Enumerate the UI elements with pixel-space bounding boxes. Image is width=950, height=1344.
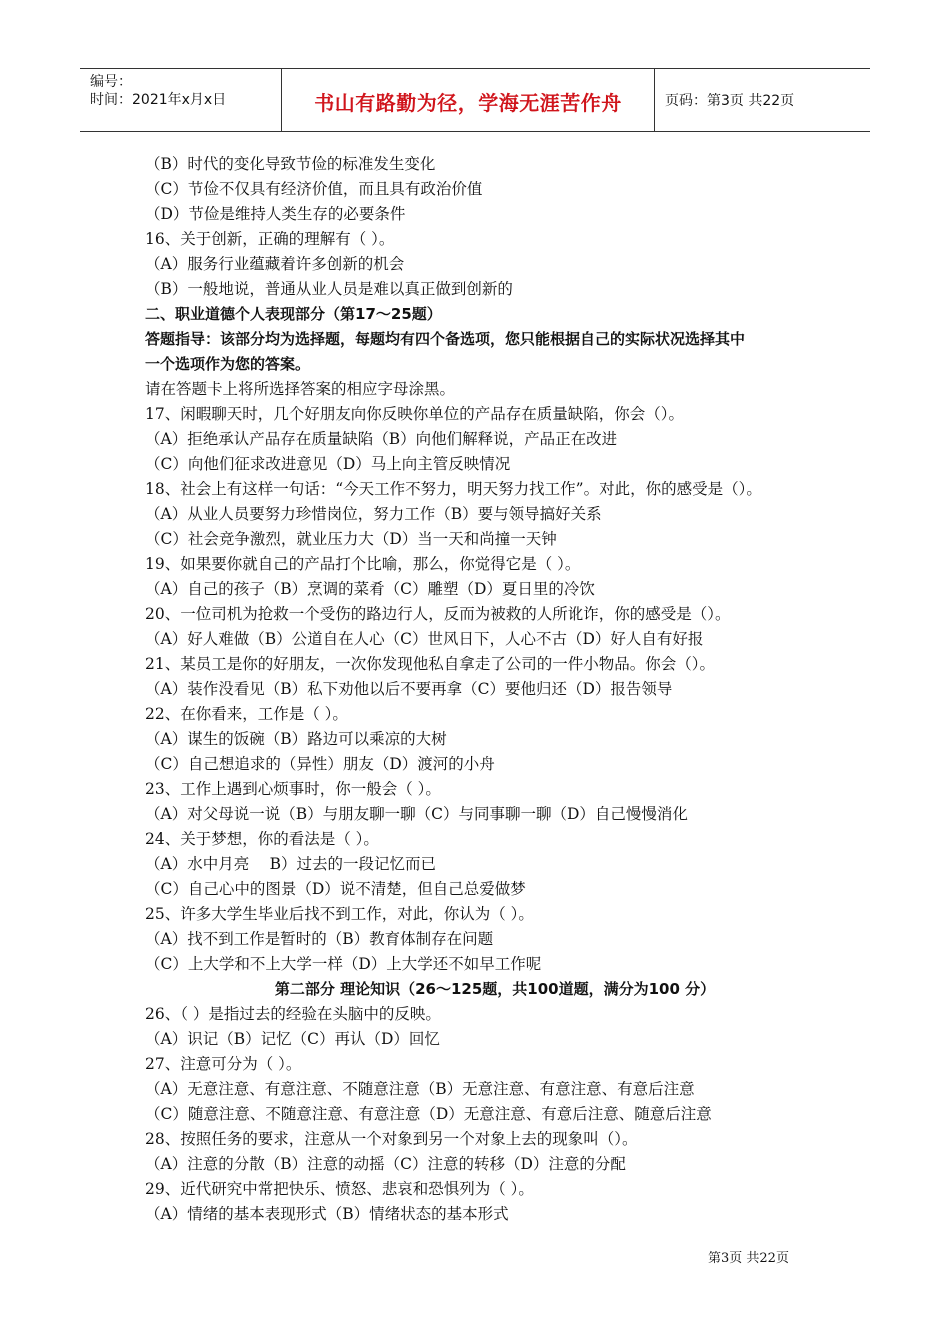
text-line: （A）对父母说一说（B）与朋友聊一聊（C）与同事聊一聊（D）自己慢慢消化 [145, 805, 688, 823]
question-19: 19、如果要你就自己的产品打个比喻，那么，你觉得它是（ ）。 [145, 555, 581, 573]
text-line: （B）时代的变化导致节俭的标准发生变化 [145, 155, 436, 173]
question-21: 21、某员工是你的好朋友，一次你发现他私自拿走了公司的一件小物品。你会（）。 [145, 655, 715, 673]
text-line: （C）上大学和不上大学一样（D）上大学还不如早工作呢 [145, 955, 542, 973]
question-28: 28、按照任务的要求，注意从一个对象到另一个对象上去的现象叫（）。 [145, 1130, 638, 1148]
text-line: （A）自己的孩子（B）烹调的菜肴（C）雕塑（D）夏日里的冷饮 [145, 580, 595, 598]
question-23: 23、工作上遇到心烦事时，你一般会（ ）。 [145, 780, 441, 798]
text-line: （C）随意注意、不随意注意、有意注意（D）无意注意、有意后注意、随意后注意 [145, 1105, 712, 1123]
text-line: （A）拒绝承认产品存在质量缺陷（B）向他们解释说，产品正在改进 [145, 430, 618, 448]
question-16: 16、关于创新，正确的理解有（ ）。 [145, 230, 395, 248]
part-two-heading: 第二部分 理论知识（26～125题，共100道题，满分为100 分） [274, 980, 716, 998]
instructions-line: 一个选项作为您的答案。 [145, 355, 311, 373]
question-25: 25、许多大学生毕业后找不到工作，对此，你认为（ ）。 [145, 905, 534, 923]
question-26: 26、（ ）是指过去的经验在头脑中的反映。 [145, 1005, 441, 1023]
header-page-info: 页码：第3页 共22页 [665, 93, 795, 109]
header-motto: 书山有路勤为径，学海无涯苦作舟 [314, 91, 622, 115]
text-line: （A）从业人员要努力珍惜岗位，努力工作（B）要与领导搞好关系 [145, 505, 602, 523]
text-line: （A）情绪的基本表现形式（B）情绪状态的基本形式 [145, 1205, 509, 1223]
text-line: （C）向他们征求改进意见（D）马上向主管反映情况 [145, 455, 511, 473]
doc-time-label: 时间：2021年x月x日 [90, 92, 227, 108]
text-line: （D）节俭是维持人类生存的必要条件 [145, 205, 406, 223]
doc-number-label: 编号： [90, 74, 132, 90]
question-17: 17、闲暇聊天时，几个好朋友向你反映你单位的产品存在质量缺陷，你会（）。 [145, 405, 684, 423]
question-20: 20、一位司机为抢救一个受伤的路边行人，反而为被救的人所讹诈，你的感受是（）。 [145, 605, 731, 623]
text-line: （A）识记（B）记忆（C）再认（D）回忆 [145, 1030, 440, 1048]
page-header [80, 68, 870, 132]
instructions-line: 答题指导：该部分均为选择题，每题均有四个备选项，您只能根据自己的实际状况选择其中 [145, 330, 746, 348]
header-motto-cell [282, 69, 655, 131]
text-line: （A）好人难做（B）公道自在人心（C）世风日下，人心不古（D）好人自有好报 [145, 630, 704, 648]
text-line: （B）一般地说，普通从业人员是难以真正做到创新的 [145, 280, 513, 298]
section-heading: 二、职业道德个人表现部分（第17～25题） [145, 305, 442, 323]
question-18: 18、社会上有这样一句话：“今天工作不努力，明天努力找工作”。对此，你的感受是（）。 [145, 480, 762, 498]
text-line: 请在答题卡上将所选择答案的相应字母涂黑。 [145, 380, 456, 398]
text-line: （C）社会竞争激烈，就业压力大（D）当一天和尚撞一天钟 [145, 530, 557, 548]
question-27: 27、注意可分为（ ）。 [145, 1055, 302, 1073]
text-line: （C）节俭不仅具有经济价值，而且具有政治价值 [145, 180, 483, 198]
text-line: （A）无意注意、有意注意、不随意注意（B）无意注意、有意注意、有意后注意 [145, 1080, 695, 1098]
text-line: （C）自己想追求的（异性）朋友（D）渡河的小舟 [145, 755, 495, 773]
text-line: （A）水中月亮 B）过去的一段记忆而已 [145, 855, 437, 873]
text-line: （C）自己心中的图景（D）说不清楚，但自己总爱做梦 [145, 880, 526, 898]
text-line: （A）找不到工作是暂时的（B）教育体制存在问题 [145, 930, 494, 948]
question-22: 22、在你看来，工作是（ ）。 [145, 705, 348, 723]
question-29: 29、近代研究中常把快乐、愤怒、悲哀和恐惧列为（ ）。 [145, 1180, 534, 1198]
text-line: （A）装作没看见（B）私下劝他以后不要再拿（C）要他归还（D）报告领导 [145, 680, 673, 698]
page-footer: 第3页 共22页 [708, 1251, 789, 1266]
text-line: （A）服务行业蕴藏着许多创新的机会 [145, 255, 405, 273]
header-meta-cell [80, 69, 282, 131]
text-line: （A）谋生的饭碗（B）路边可以乘凉的大树 [145, 730, 447, 748]
text-line: （A）注意的分散（B）注意的动摇（C）注意的转移（D）注意的分配 [145, 1155, 626, 1173]
header-page-cell [655, 69, 870, 131]
question-24: 24、关于梦想，你的看法是（ ）。 [145, 830, 379, 848]
